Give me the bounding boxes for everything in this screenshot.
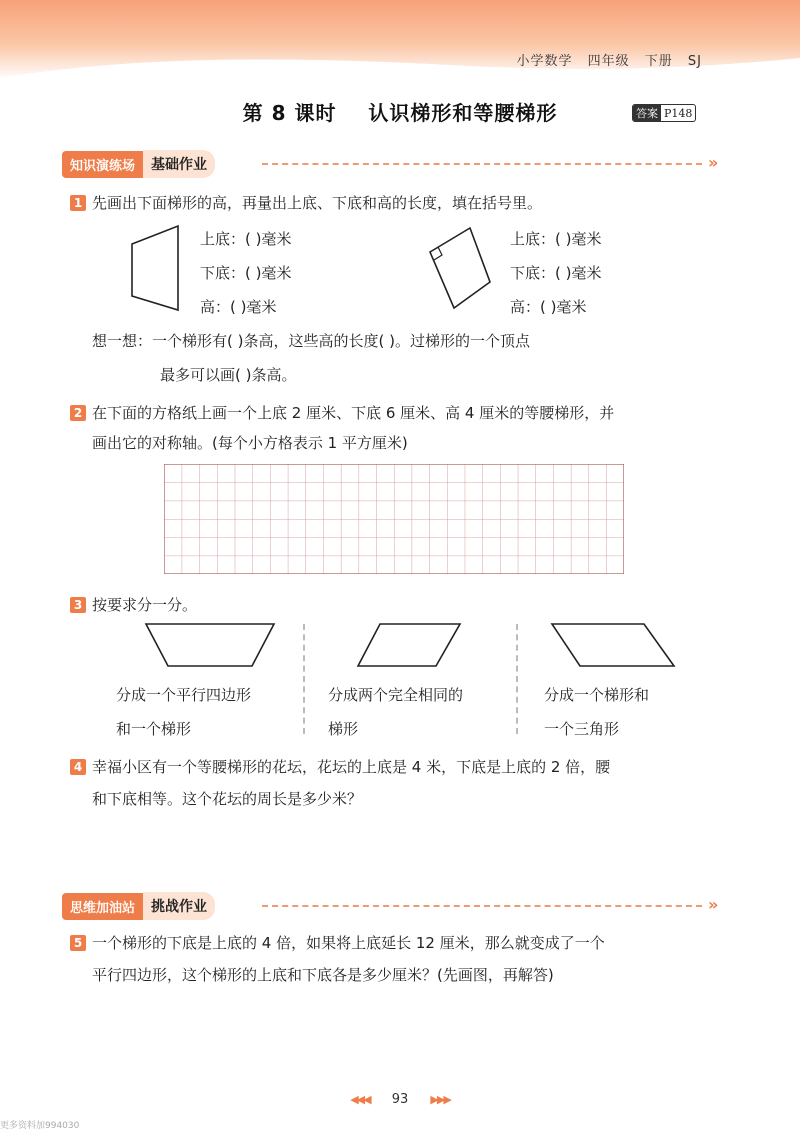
- book-info: [506, 50, 702, 69]
- volume: 下册: [644, 54, 673, 69]
- task-b-line1: 分成两个完全相同的: [328, 686, 464, 704]
- left-top-base: 上底：( )毫米: [200, 230, 292, 248]
- question-text-line2: 平行四边形，这个梯形的上底和下底各是多少厘米？(先画图，再解答): [92, 966, 554, 984]
- square-grid-paper[interactable]: [164, 464, 624, 574]
- task-a-line1: 分成一个平行四边形: [116, 686, 252, 704]
- grid-lines: [164, 464, 624, 574]
- question-number: 5: [70, 935, 86, 951]
- right-bottom-base: 下底：( )毫米: [510, 264, 602, 282]
- answer-reference[interactable]: [632, 104, 696, 122]
- left-bottom-base: 下底：( )毫米: [200, 264, 292, 282]
- question-number: 4: [70, 759, 86, 775]
- trapezoid-shape-a: [140, 620, 280, 670]
- section-label: 基础作业: [143, 150, 215, 178]
- question-4: [70, 752, 610, 782]
- subject: 小学数学: [516, 54, 573, 69]
- parallelogram-shape-b: [356, 620, 466, 670]
- edition: SJ: [687, 54, 702, 69]
- think-question-line2: 最多可以画( )条高。: [160, 366, 297, 384]
- divider: [516, 624, 518, 734]
- question-text-line2: 画出它的对称轴。(每个小方格表示 1 平方厘米): [92, 434, 408, 452]
- question-5: [70, 928, 605, 958]
- think-question-line1: 想一想：一个梯形有( )条高，这些高的长度( )。过梯形的一个顶点: [92, 332, 530, 350]
- question-text-line1: 在下面的方格纸上画一个上底 2 厘米、下底 6 厘米、高 4 厘米的等腰梯形，并: [92, 404, 615, 422]
- watermark: 更多资料加994030: [0, 1121, 80, 1131]
- task-c-line1: 分成一个梯形和: [544, 686, 650, 704]
- question-text: 按要求分一分。: [92, 596, 198, 614]
- answer-label: 答案: [633, 104, 661, 122]
- task-c-line2: 一个三角形: [544, 720, 620, 738]
- question-text: 先画出下面梯形的高，再量出上底、下底和高的长度，填在括号里。: [92, 194, 543, 212]
- question-1: [70, 188, 542, 218]
- left-arrows-icon: ◀◀◀: [350, 1093, 370, 1106]
- right-arrows-icon: ▶▶▶: [430, 1093, 450, 1106]
- section-tag: 知识演练场: [62, 151, 143, 178]
- left-height: 高：( )毫米: [200, 298, 277, 316]
- task-b-line2: 梯形: [328, 720, 359, 738]
- page-number: 93: [391, 1092, 409, 1107]
- question-text-line1: 一个梯形的下底是上底的 4 倍，如果将上底延长 12 厘米，那么就变成了一个: [92, 934, 605, 952]
- question-text-line2: 和下底相等。这个花坛的周长是多少米？: [92, 790, 363, 808]
- question-number: 1: [70, 195, 86, 211]
- grade: 四年级: [587, 54, 630, 69]
- question-text-line1: 幸福小区有一个等腰梯形的花坛，花坛的上底是 4 米，下底是上底的 2 倍，腰: [92, 758, 611, 776]
- task-a-line2: 和一个梯形: [116, 720, 192, 738]
- question-number: 3: [70, 597, 86, 613]
- page-footer: [0, 1092, 800, 1107]
- trapezoid-figure-right: [420, 222, 500, 314]
- question-3: [70, 590, 197, 620]
- question-2: [70, 398, 614, 428]
- section-challenge: [62, 892, 719, 920]
- section-basic: [62, 150, 719, 178]
- answer-page: P148: [664, 106, 693, 120]
- double-chevron-icon: »: [708, 153, 719, 172]
- right-height: 高：( )毫米: [510, 298, 587, 316]
- double-chevron-icon: »: [708, 895, 719, 914]
- right-top-base: 上底：( )毫米: [510, 230, 602, 248]
- section-divider: [262, 163, 702, 165]
- divider: [303, 624, 305, 734]
- section-tag: 思维加油站: [62, 893, 143, 920]
- section-label: 挑战作业: [143, 892, 215, 920]
- section-divider: [262, 905, 702, 907]
- page-title: 第 8 课时 认识梯形和等腰梯形: [242, 101, 558, 125]
- question-number: 2: [70, 405, 86, 421]
- parallelogram-shape-c: [548, 620, 678, 670]
- trapezoid-figure-left: [120, 222, 190, 312]
